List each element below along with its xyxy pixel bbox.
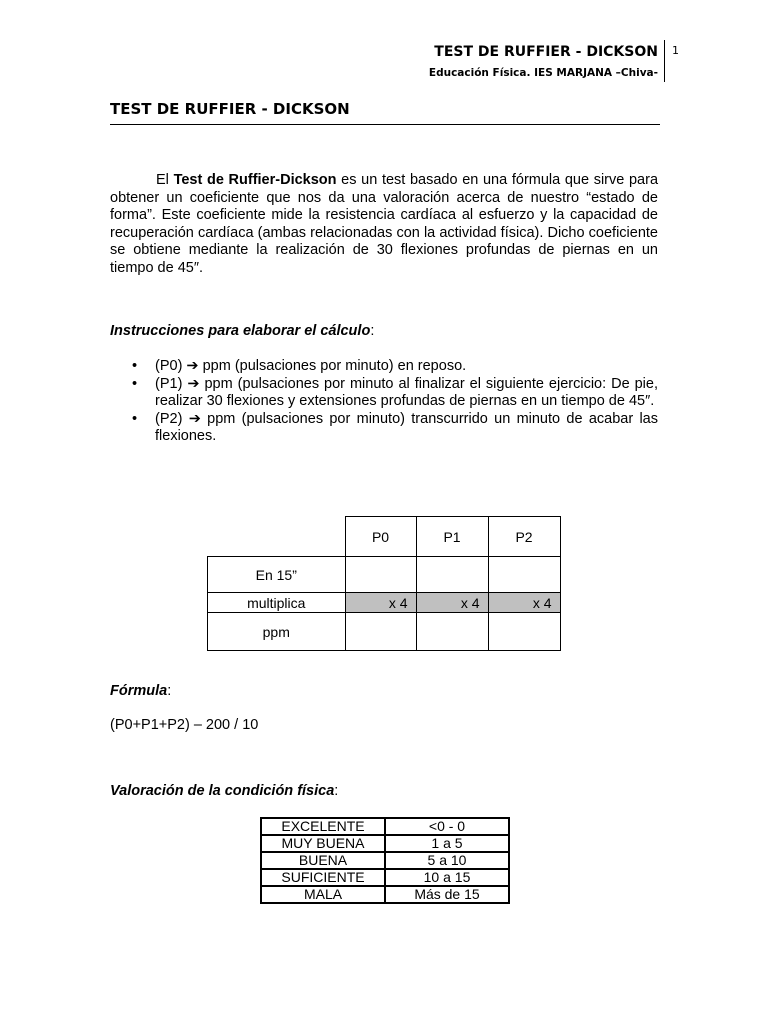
list-item (110, 411, 658, 446)
cell-ppm-p1 (416, 613, 488, 651)
bullet-icon: • (132, 410, 138, 427)
formula-heading-colon: : (167, 683, 172, 699)
intro-paragraph (110, 172, 658, 277)
table-corner (208, 517, 346, 557)
rating-heading (110, 783, 338, 799)
cell-en15-p0 (345, 557, 416, 593)
cell-en15-p1 (416, 557, 488, 593)
intro-lead: El (156, 172, 174, 188)
intro-test-name: Test de Ruffier-Dickson (173, 172, 337, 188)
rating-range: <0 - 0 (385, 818, 509, 835)
header-p0: P0 (345, 517, 416, 557)
header-divider (664, 40, 665, 82)
rating-range: 10 a 15 (385, 869, 509, 886)
header-subtitle: Educación Física. IES MARJANA –Chiva- (428, 67, 658, 79)
rating-range: 1 a 5 (385, 835, 509, 852)
row-label-ppm: ppm (208, 613, 346, 651)
instruction-p0: (P0) ➔ ppm (pulsaciones por minuto) en reposo. (155, 358, 467, 374)
table-row (261, 886, 509, 903)
row-label-multiplica: multiplica (208, 593, 346, 613)
header-p2: P2 (488, 517, 560, 557)
table-row (208, 593, 561, 613)
pulse-table (207, 516, 561, 651)
cell-multiplica-p1: x 4 (416, 593, 488, 613)
rating-level: BUENA (261, 852, 385, 869)
rating-range: 5 a 10 (385, 852, 509, 869)
page-number: 1 (672, 44, 679, 57)
instructions-heading (110, 323, 374, 339)
instruction-p2: (P2) ➔ ppm (pulsaciones por minuto) transcurrido un minuto de acabar las flexiones. (155, 410, 658, 444)
header-p1: P1 (416, 517, 488, 557)
table-row (261, 852, 509, 869)
table-row (261, 818, 509, 835)
instructions-heading-colon: : (370, 323, 375, 339)
formula-heading-text: Fórmula (110, 683, 168, 699)
intro-body: es un test basado en una fórmula que sirve para obtener un coeficiente que nos da una valoración acerca de nuestro “estado de forma”. Este coeficiente mide la resistencia cardíaca al esfuerzo y la capacidad de recuperación cardíaca (ambas relacionadas con la actividad física). Dicho coeficiente se obtiene mediante la realización de 30 flexiones profundas de piernas en un tiempo de 45″. (110, 172, 659, 276)
header-title: TEST DE RUFFIER - DICKSON (434, 44, 658, 60)
cell-ppm-p0 (345, 613, 416, 651)
table-row (208, 517, 561, 557)
rating-level: MUY BUENA (261, 835, 385, 852)
bullet-icon: • (132, 375, 138, 392)
instruction-p1: (P1) ➔ ppm (pulsaciones por minuto al finalizar el siguiente ejercicio: De pie, realizar 30 flexiones y extensiones profundas de piernas en un tiempo de 45″. (155, 375, 658, 409)
page-title: TEST DE RUFFIER - DICKSON (110, 100, 350, 118)
table-row (261, 869, 509, 886)
cell-ppm-p2 (488, 613, 560, 651)
title-underline (110, 124, 660, 125)
rating-heading-text: Valoración de la condición física (110, 783, 335, 799)
formula-expression: (P0+P1+P2) – 200 / 10 (110, 717, 259, 733)
table-row (261, 835, 509, 852)
rating-table (260, 817, 510, 904)
list-item (110, 376, 658, 411)
rating-level: SUFICIENTE (261, 869, 385, 886)
rating-level: EXCELENTE (261, 818, 385, 835)
rating-range: Más de 15 (385, 886, 509, 903)
table-row (208, 557, 561, 593)
list-item (110, 358, 658, 376)
instructions-list (110, 358, 658, 446)
cell-en15-p2 (488, 557, 560, 593)
cell-multiplica-p0: x 4 (345, 593, 416, 613)
table-row (208, 613, 561, 651)
rating-level: MALA (261, 886, 385, 903)
rating-heading-colon: : (334, 783, 339, 799)
cell-multiplica-p2: x 4 (488, 593, 560, 613)
instructions-heading-text: Instrucciones para elaborar el cálculo (110, 323, 371, 339)
bullet-icon: • (132, 358, 138, 374)
row-label-en15: En 15” (208, 557, 346, 593)
formula-heading (110, 683, 171, 699)
